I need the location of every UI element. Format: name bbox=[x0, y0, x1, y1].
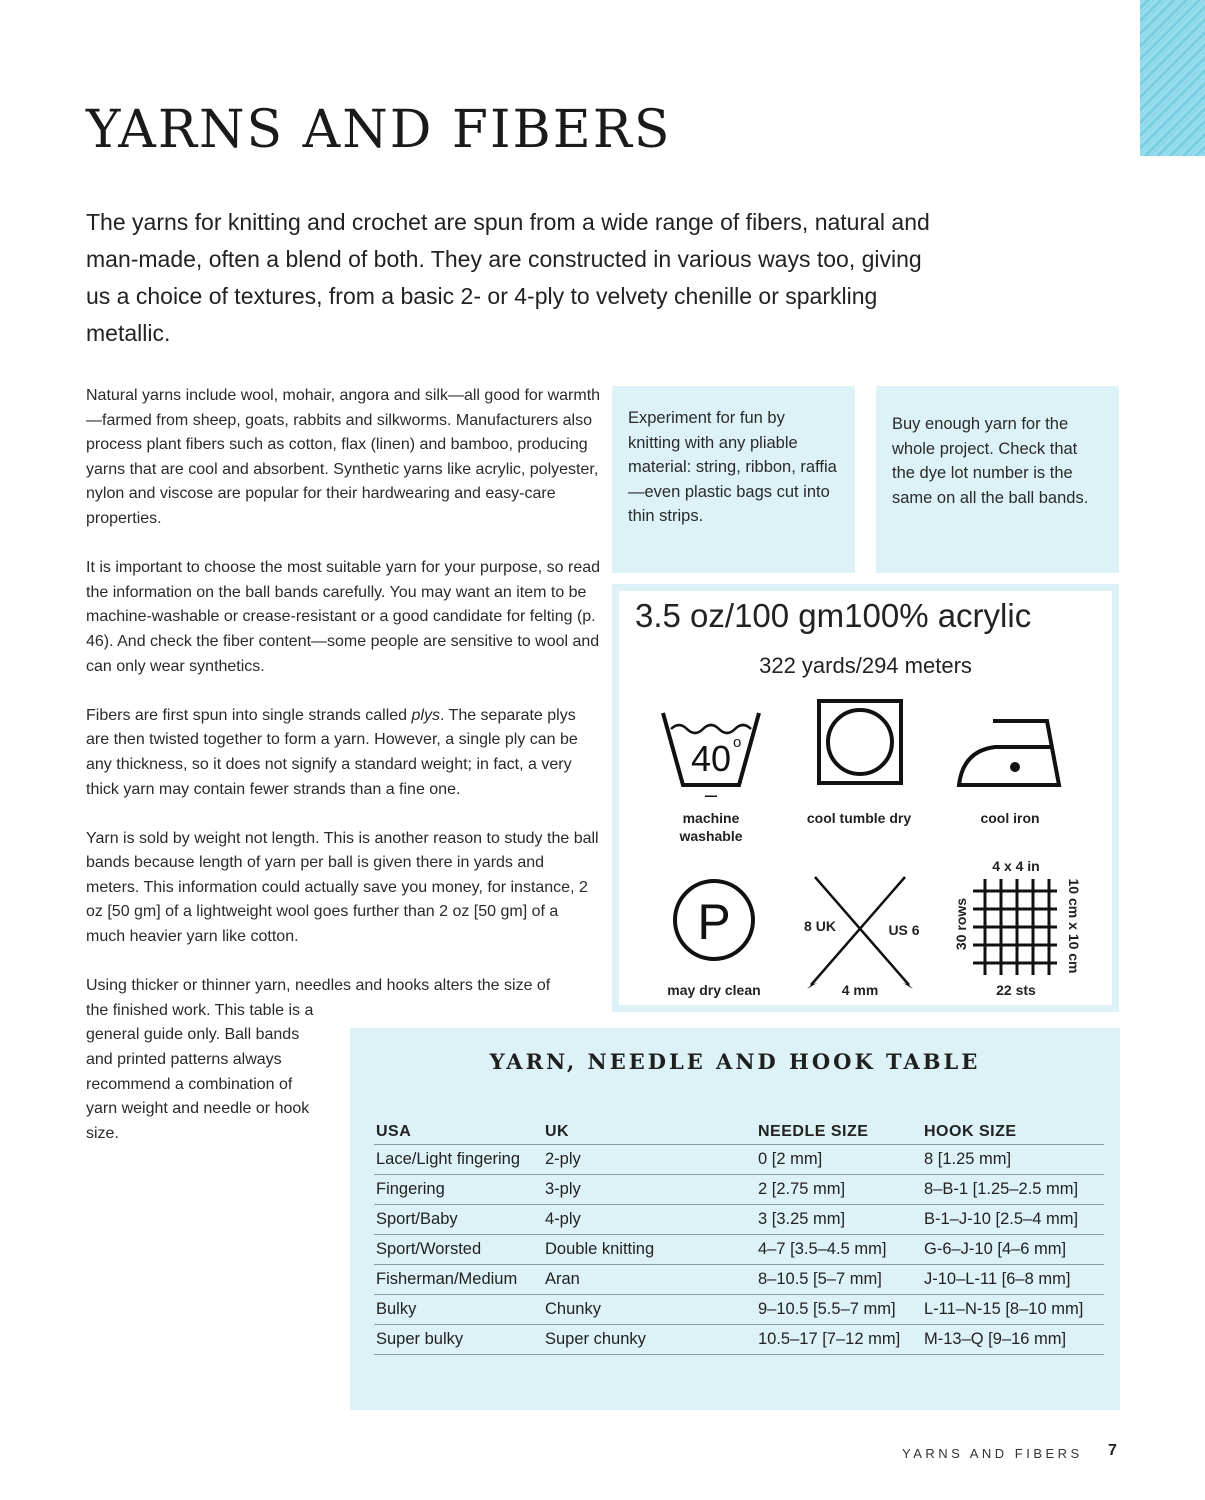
tumble-dry-icon bbox=[815, 697, 907, 789]
tip-box-experiment: Experiment for fun by knitting with any pliable material: string, ribbon, raffia—even plastic bags cut into thin strips. bbox=[612, 386, 855, 573]
yarn-needle-hook-table bbox=[374, 1118, 1104, 1355]
machine-wash-icon bbox=[657, 707, 765, 797]
cool-iron-caption: cool iron bbox=[980, 810, 1040, 826]
tumble-dry-caption: cool tumble dry bbox=[806, 810, 912, 826]
needle-size-mm: 4 mm bbox=[841, 982, 879, 998]
column-header-needle-size: NEEDLE SIZE bbox=[756, 1118, 922, 1145]
needle-size-uk: 8 UK bbox=[804, 918, 836, 934]
column-header-hook-size: HOOK SIZE bbox=[922, 1118, 1104, 1145]
running-head: YARNS AND FIBERS bbox=[902, 1446, 1083, 1461]
table-row: Fingering 3-ply 2 [2.75 mm] 8–B-1 [1.25–2.5 mm] bbox=[374, 1175, 1104, 1205]
yarn-texture-swatch bbox=[1140, 0, 1205, 156]
yarn-length: 322 yards/294 meters bbox=[759, 653, 972, 678]
table-row: Lace/Light fingering 2-ply 0 [2 mm] 8 [1.25 mm] bbox=[374, 1145, 1104, 1175]
cool-iron-icon bbox=[955, 713, 1065, 789]
table-header-row bbox=[374, 1118, 1104, 1145]
gauge-grid-icon bbox=[973, 879, 1057, 975]
gauge-stitches: 22 sts bbox=[996, 982, 1036, 998]
page-title: YARNS AND FIBERS bbox=[86, 100, 672, 160]
gauge-rows: 30 rows bbox=[953, 897, 969, 951]
tip-box-dye-lot: Buy enough yarn for the whole project. Check that the dye lot number is the same on all the ball bands. bbox=[876, 386, 1119, 573]
body-paragraph-plys bbox=[86, 704, 601, 802]
table-row: Bulky Chunky 9–10.5 [5.5–7 mm] L-11–N-15 [8–10 mm] bbox=[374, 1295, 1104, 1325]
table-row: Super bulky Super chunky 10.5–17 [7–12 mm] M-13–Q [9–16 mm] bbox=[374, 1325, 1104, 1355]
dry-clean-letter: P bbox=[697, 894, 731, 950]
gauge-size: 4 x 4 in bbox=[992, 858, 1040, 874]
dry-clean-caption: may dry clean bbox=[667, 982, 761, 998]
body-paragraph-ball-bands: It is important to choose the most suitable yarn for your purpose, so read the information on the ball bands carefully. You may want an item to be machine-washable or crease-resistant or a good candidate for felting (p. 46). And check the fiber content—some people are sensitive to wool and can only wear synthetics. bbox=[86, 559, 601, 675]
table-row: Sport/Worsted Double knitting 4–7 [3.5–4.5 mm] G-6–J-10 [4–6 mm] bbox=[374, 1235, 1104, 1265]
gauge-cm: 10 cm x 10 cm bbox=[1066, 878, 1082, 974]
table-title: YARN, NEEDLE AND HOOK TABLE bbox=[489, 1049, 981, 1074]
ball-band-label bbox=[619, 591, 1112, 1005]
plys-term: plys bbox=[411, 706, 440, 724]
column-header-usa: USA bbox=[374, 1118, 543, 1145]
column-header-uk: UK bbox=[543, 1118, 756, 1145]
wash-degree: o bbox=[733, 734, 742, 751]
plys-text-after: . The separate plys are then twisted together to form a yarn. However, a single ply can be any thickness, so it does not signify a standard weight; in fact, a very thick yarn may contain fewer strands than a fine one. bbox=[86, 706, 578, 798]
table-row: Sport/Baby 4-ply 3 [3.25 mm] B-1–J-10 [2.5–4 mm] bbox=[374, 1205, 1104, 1235]
machine-washable-caption: machine washable bbox=[679, 810, 743, 844]
sizing-text-narrow: the finished work. This table is a general guide only. Ball bands and printed patterns always recommend a combination of yarn weight and needle or hook size. bbox=[86, 1001, 314, 1142]
yarn-weight-fiber: 3.5 oz/100 gm100% acrylic bbox=[635, 597, 1032, 634]
yarn-table-panel bbox=[350, 1028, 1120, 1410]
table-row: Fisherman/Medium Aran 8–10.5 [5–7 mm] J-10–L-11 [6–8 mm] bbox=[374, 1265, 1104, 1295]
needle-size-us: US 6 bbox=[888, 922, 920, 938]
body-paragraph-fibers: Natural yarns include wool, mohair, angora and silk—all good for warmth—farmed from sheep, goats, rabbits and silkworms. Manufacturers also process plant fibers such as cotton, flax (linen) and bamboo, producing yarns that are cool and absorbent. Synthetic yarns like acrylic, polyester, nylon and viscose are popular for their hardwearing and easy-care properties. bbox=[86, 387, 601, 527]
plys-text-before: Fibers are first spun into single strands called bbox=[86, 706, 412, 724]
body-paragraph-weight: Yarn is sold by weight not length. This is another reason to study the ball bands because length of yarn per ball is given there in yards and meters. This information could actually save you money, for instance, 2 oz [50 gm] of a lightweight wool goes further than 2 oz [50 gm] of a much heavier yarn like cotton. bbox=[86, 829, 599, 946]
dry-clean-icon bbox=[671, 877, 757, 963]
intro-paragraph: The yarns for knitting and crochet are spun from a wide range of fibers, natural and man-made, often a blend of both. They are constructed in various ways too, giving us a choice of textures, from a basic 2- or 4-ply to velvety chenille or sparkling metallic. bbox=[86, 209, 930, 346]
page-number: 7 bbox=[1108, 1442, 1117, 1459]
sizing-text-wide: Using thicker or thinner yarn, needles and hooks alters the size of bbox=[86, 977, 551, 995]
wash-temperature: 40 bbox=[691, 738, 732, 779]
ball-band-panel bbox=[612, 584, 1119, 1012]
